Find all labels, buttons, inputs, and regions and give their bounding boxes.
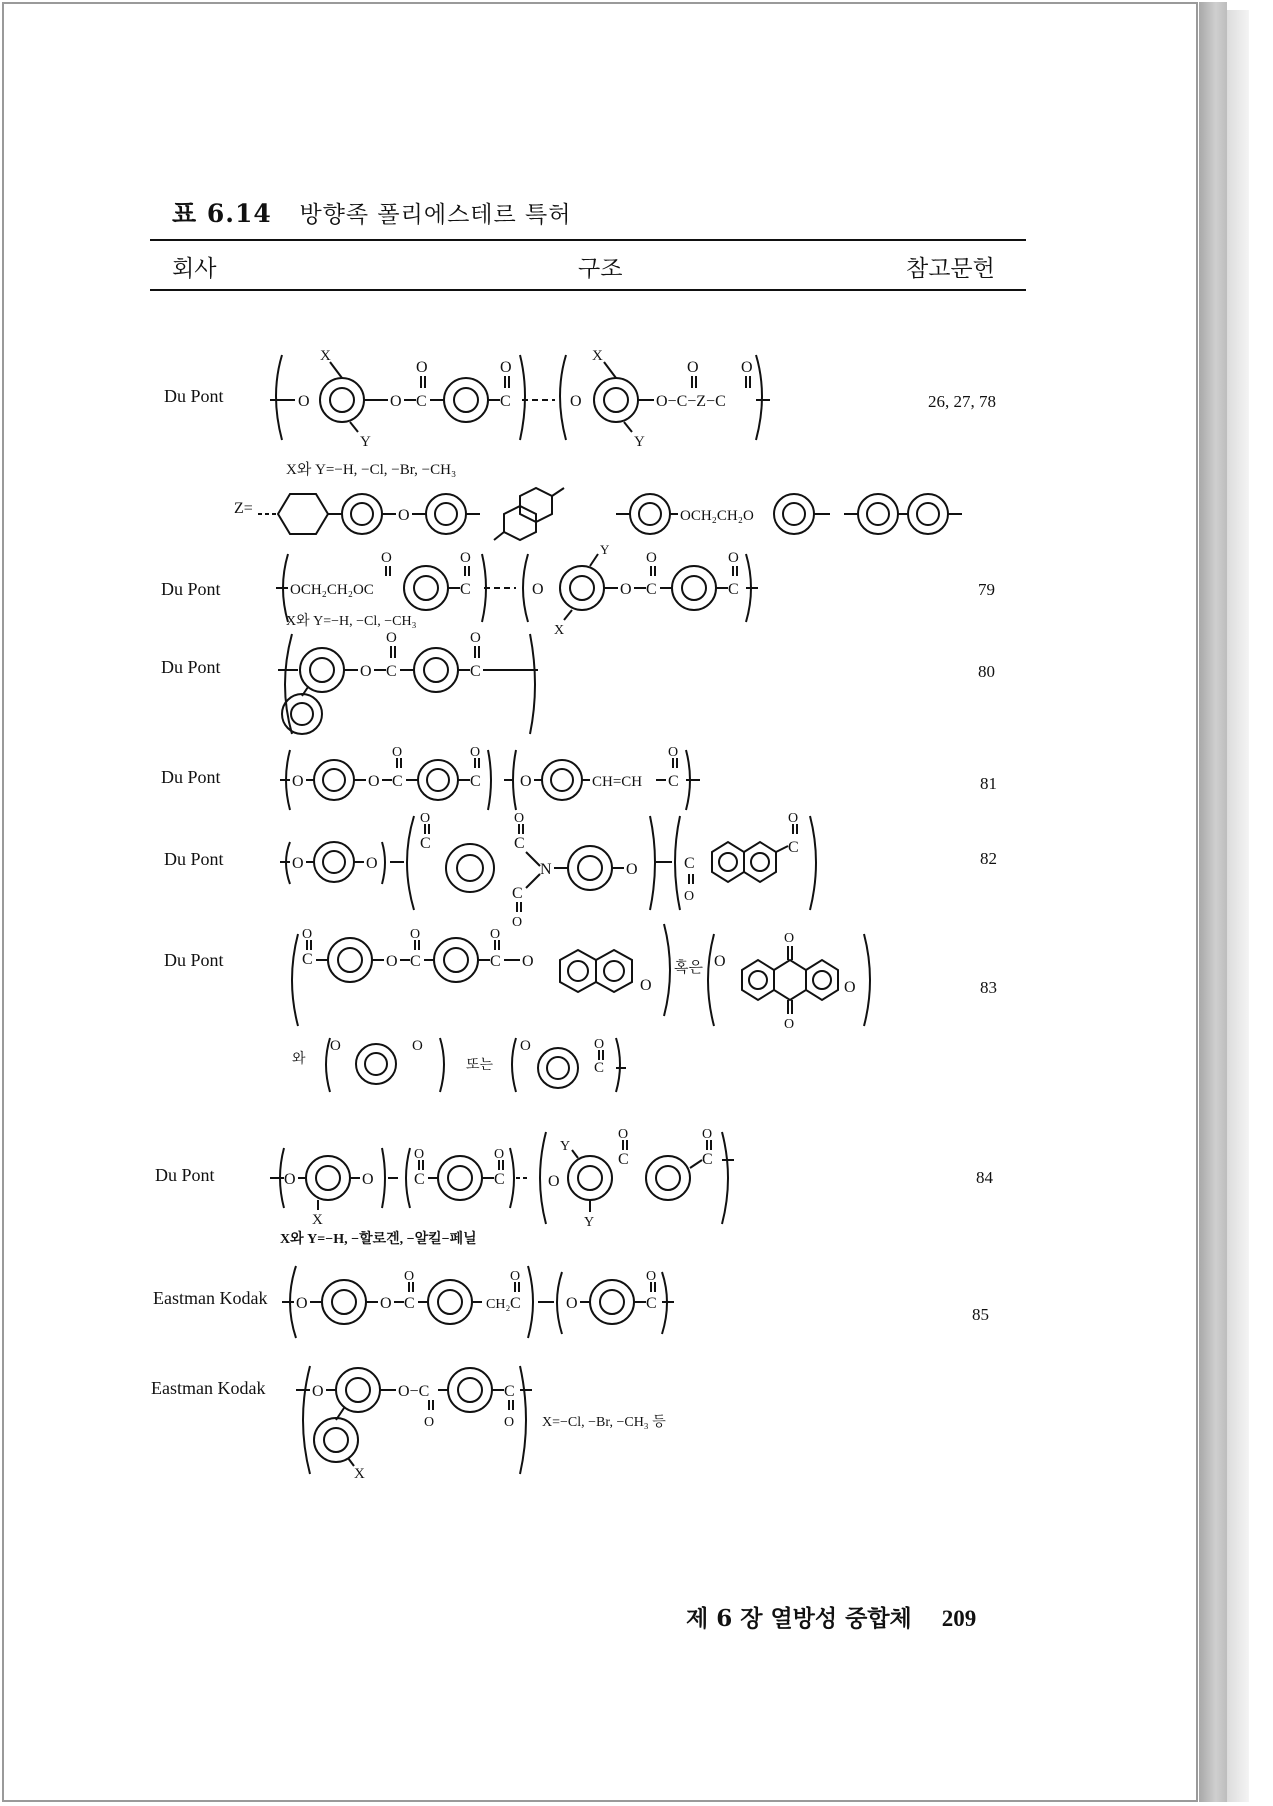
row-company: Eastman Kodak <box>153 1288 268 1308</box>
svg-text:C: C <box>702 1151 713 1168</box>
svg-text:O: O <box>284 1171 296 1188</box>
z-options-formulas <box>258 486 1008 546</box>
svg-text:C: C <box>684 855 695 872</box>
page-edge <box>1199 2 1227 1802</box>
svg-text:O: O <box>416 359 428 376</box>
och2-label: OCH₂CH₂O <box>680 508 754 524</box>
svg-text:C: C <box>728 581 739 598</box>
page-edge-shadow <box>1227 10 1249 1802</box>
svg-text:O: O <box>390 393 402 410</box>
svg-text:O: O <box>292 773 304 790</box>
svg-text:O: O <box>566 1295 578 1312</box>
svg-text:C: C <box>410 953 421 970</box>
svg-text:O: O <box>728 550 739 566</box>
svg-text:C: C <box>504 1383 515 1400</box>
svg-text:C: C <box>668 773 679 790</box>
structure-formula-5 <box>280 811 840 930</box>
table-header-rule <box>150 289 1026 291</box>
vinyl-label: CH=CH <box>592 774 643 790</box>
svg-text:C: C <box>646 581 657 598</box>
svg-text:O: O <box>788 811 799 826</box>
svg-text:O: O <box>410 927 421 942</box>
svg-text:O: O <box>668 745 679 760</box>
svg-text:O: O <box>381 550 392 566</box>
svg-text:C: C <box>500 393 511 410</box>
svg-text:O: O <box>618 1127 629 1142</box>
page-footer <box>686 1600 976 1633</box>
svg-text:Y: Y <box>584 1215 595 1230</box>
svg-text:O: O <box>570 393 582 410</box>
svg-text:O: O <box>520 773 532 790</box>
svg-text:O: O <box>386 630 397 646</box>
row-company: Eastman Kodak <box>151 1378 266 1398</box>
svg-text:O: O <box>414 1147 425 1162</box>
svg-text:O: O <box>646 550 657 566</box>
svg-text:O: O <box>404 1269 415 1284</box>
svg-text:O: O <box>784 1017 795 1032</box>
svg-text:C: C <box>594 1060 605 1076</box>
svg-text:O: O <box>460 550 471 566</box>
svg-text:O: O <box>522 953 534 970</box>
svg-text:O: O <box>741 359 753 376</box>
row-reference: 84 <box>976 1168 993 1187</box>
svg-text:O: O <box>424 1415 435 1430</box>
svg-text:O: O <box>532 581 544 598</box>
svg-text:O: O <box>302 927 313 942</box>
header-structure: 구조 <box>578 256 623 282</box>
svg-text:C: C <box>392 773 403 790</box>
svg-text:O: O <box>368 773 380 790</box>
svg-text:O: O <box>844 979 856 996</box>
substituent-note: X와 Y=−H, −Cl, −Br, −CH₃ <box>286 462 457 478</box>
svg-text:O: O <box>510 1269 521 1284</box>
structure-formula-4 <box>280 746 760 816</box>
row-reference: 26, 27, 78 <box>928 392 996 411</box>
svg-text:O: O <box>687 359 699 376</box>
row-company: Du Pont <box>161 657 221 677</box>
svg-text:O: O <box>312 1383 324 1400</box>
svg-text:OCH₂CH₂OC: OCH₂CH₂OC <box>290 582 374 598</box>
structure-formula-8 <box>282 1262 742 1342</box>
svg-text:O: O <box>362 1171 374 1188</box>
svg-text:C: C <box>470 663 481 680</box>
svg-text:O: O <box>620 581 632 598</box>
svg-text:C: C <box>618 1151 629 1168</box>
svg-text:O: O <box>626 861 638 878</box>
structure-formula-1 <box>270 350 790 460</box>
substituent-note: X와 Y=−H, −할로겐, −알킬−페닐 <box>280 1232 477 1247</box>
svg-text:C: C <box>404 1295 415 1312</box>
svg-text:O: O <box>500 359 512 376</box>
svg-text:O−C: O−C <box>398 1383 430 1400</box>
svg-text:O: O <box>398 507 410 524</box>
chapter-title: 제 6 장 열방성 중합체 <box>686 1605 912 1632</box>
svg-text:C: C <box>460 581 471 598</box>
svg-text:C: C <box>414 1171 425 1188</box>
svg-text:O: O <box>784 931 795 946</box>
svg-text:O: O <box>514 811 525 826</box>
svg-text:O: O <box>684 889 695 904</box>
svg-text:O: O <box>296 1295 308 1312</box>
svg-text:O: O <box>292 855 304 872</box>
row-reference: 81 <box>980 774 997 793</box>
header-company: 회사 <box>172 256 217 282</box>
svg-text:Y: Y <box>600 542 610 557</box>
structure-formula-7 <box>270 1120 790 1230</box>
svg-text:Y: Y <box>634 434 645 450</box>
svg-text:N: N <box>540 861 552 878</box>
svg-text:O: O <box>366 855 378 872</box>
svg-text:O: O <box>646 1269 657 1284</box>
or-label: 또는 <box>466 1057 494 1073</box>
svg-text:O: O <box>490 927 501 942</box>
structure-formula-6b <box>320 1028 680 1108</box>
svg-text:O: O <box>640 977 652 994</box>
svg-text:C: C <box>510 1295 521 1312</box>
svg-text:O: O <box>520 1038 531 1054</box>
z-label: Z= <box>234 500 253 517</box>
and-label: 와 <box>292 1051 306 1067</box>
substituent-note: X와 Y=−H, −Cl, −CH₃ <box>286 614 417 629</box>
row-company: Du Pont <box>161 579 221 599</box>
row-reference: 83 <box>980 978 997 997</box>
svg-text:O: O <box>298 393 310 410</box>
svg-text:O: O <box>386 953 398 970</box>
svg-text:C: C <box>386 663 397 680</box>
or-label: 혹은 <box>674 960 703 976</box>
svg-text:O: O <box>548 1173 560 1190</box>
svg-text:O: O <box>330 1038 341 1054</box>
row-reference: 79 <box>978 580 995 599</box>
svg-text:O: O <box>360 663 372 680</box>
table-top-rule <box>150 239 1026 241</box>
svg-text:Y: Y <box>360 434 371 450</box>
row-company: Du Pont <box>155 1165 215 1185</box>
svg-text:C: C <box>788 839 799 856</box>
svg-text:C: C <box>512 885 523 902</box>
structure-formula-3 <box>278 630 578 740</box>
svg-text:O: O <box>470 745 481 760</box>
svg-text:O: O <box>380 1295 392 1312</box>
ch2-label: CH₂ <box>486 1297 511 1312</box>
page-number: 209 <box>941 1606 977 1631</box>
table-number: 표 6.14 <box>172 199 272 228</box>
svg-text:O: O <box>392 745 403 760</box>
svg-text:O: O <box>702 1127 713 1142</box>
row-reference: 80 <box>978 662 995 681</box>
structure-formula-6 <box>284 920 924 1040</box>
svg-text:O: O <box>512 915 523 930</box>
row-company: Du Pont <box>164 849 224 869</box>
svg-text:C: C <box>420 835 431 852</box>
svg-text:X: X <box>354 1466 365 1482</box>
svg-text:O: O <box>494 1147 505 1162</box>
svg-text:O: O <box>470 630 481 646</box>
svg-text:O: O <box>714 953 726 970</box>
row-company: Du Pont <box>161 767 221 787</box>
table-caption <box>172 194 572 230</box>
svg-text:X: X <box>592 348 603 364</box>
svg-text:X: X <box>312 1212 323 1228</box>
row-reference: 82 <box>980 849 997 868</box>
svg-text:C: C <box>302 951 313 968</box>
svg-text:O: O <box>412 1038 423 1054</box>
svg-text:C: C <box>490 953 501 970</box>
svg-text:C: C <box>470 773 481 790</box>
svg-text:O: O <box>594 1037 605 1052</box>
row-reference: 85 <box>972 1305 989 1324</box>
svg-text:X: X <box>554 623 565 638</box>
header-refs: 참고문헌 <box>906 256 995 282</box>
table-title: 방향족 폴리에스테르 특허 <box>299 202 572 228</box>
row-company: Du Pont <box>164 950 224 970</box>
svg-text:C: C <box>646 1295 657 1312</box>
svg-text:C: C <box>494 1171 505 1188</box>
row-company: Du Pont <box>164 386 224 406</box>
svg-text:O: O <box>504 1415 515 1430</box>
svg-text:C: C <box>416 393 427 410</box>
svg-text:O−C−Z−C: O−C−Z−C <box>656 393 726 410</box>
svg-text:C: C <box>514 835 525 852</box>
svg-text:X: X <box>320 348 331 364</box>
structure-formula-9 <box>296 1362 716 1482</box>
svg-text:Y: Y <box>560 1139 571 1154</box>
svg-text:O: O <box>420 811 431 826</box>
substituent-note: X=−Cl, −Br, −CH₃ 등 <box>542 1415 666 1430</box>
